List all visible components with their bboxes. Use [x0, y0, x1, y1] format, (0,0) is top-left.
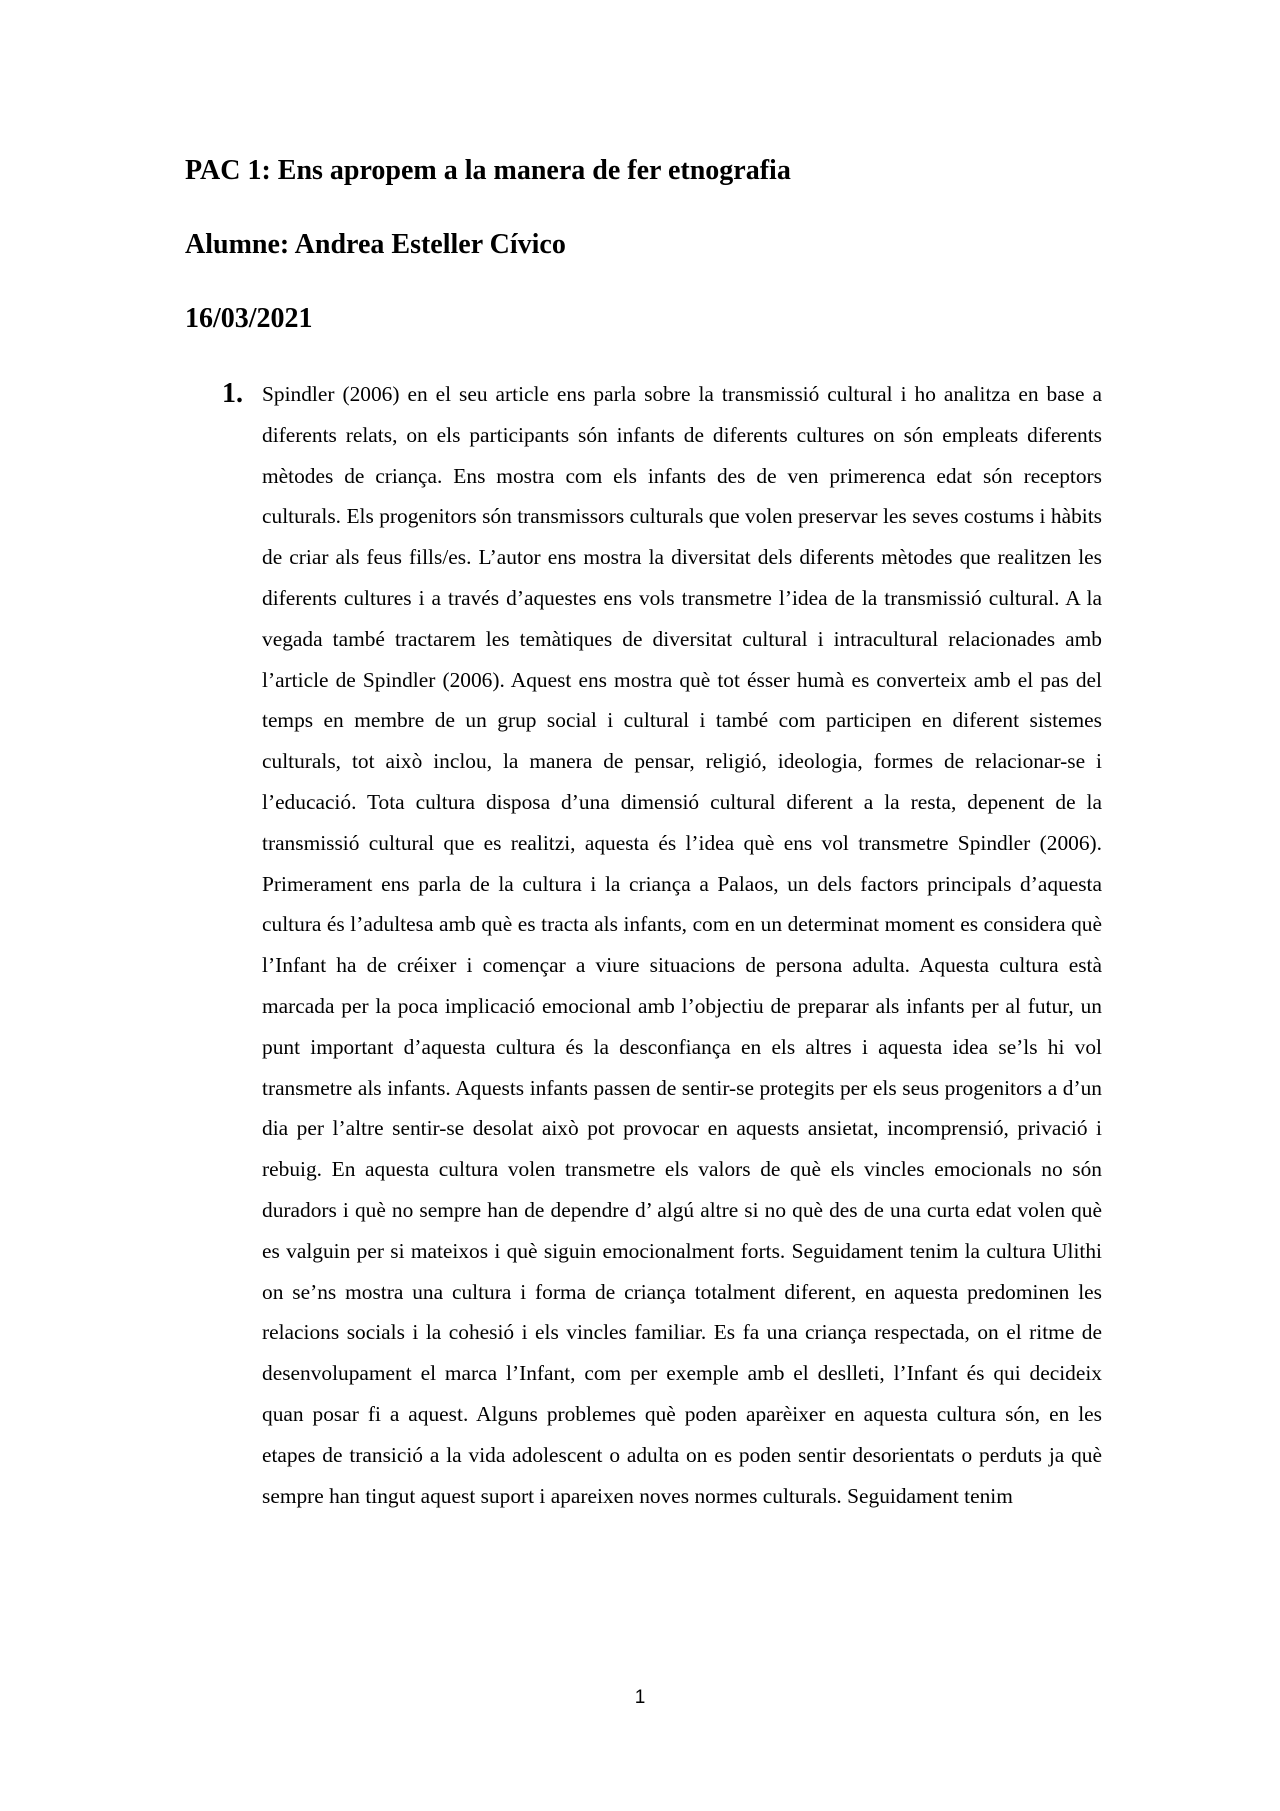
- document-date: 16/03/2021: [185, 303, 313, 334]
- list-item-number: 1.: [222, 378, 243, 409]
- body-paragraph: Spindler (2006) en el seu article ens parla sobre la transmissió cultural i ho analitza en base a diferents relats, on els participants són infants de diferents cultures on són empleats diferents mètodes de criança. Ens mostra com els infants des de ven primerenca edat són receptors culturals. Els progenitors són transmissors culturals que volen preservar les seves costums i hàbits de criar als feus fills/es. L’autor ens mostra la diversitat dels diferents mètodes que realitzen les diferents cultures i a través d’aquestes ens vols transmetre l’idea de la transmissió cultural. A la vegada també tractarem les temàtiques de diversitat cultural i intracultural relacionades amb l’article de Spindler (2006). Aquest ens mostra què tot ésser humà es converteix amb el pas del temps en membre de un grup social i cultural i també com participen en diferent sistemes culturals, tot això inclou, la manera de pensar, religió, ideologia, formes de relacionar-se i l’educació. Tota cultura disposa d’una dimensió cultural diferent a la resta, depenent de la transmissió cultural que es realitzi, aquesta és l’idea què ens vol transmetre Spindler (2006). Primerament ens parla de la cultura i la criança a Palaos, un dels factors principals d’aquesta cultura és l’adultesa amb què es tracta als infants, com en un determinat moment es considera què l’Infant ha de créixer i començar a viure situacions de persona adulta. Aquesta cultura està marcada per la poca implicació emocional amb l’objectiu de preparar als infants per al futur, un punt important d’aquesta cultura és la desconfiança en els altres i aquesta idea se’ls hi vol transmetre als infants. Aquests infants passen de sentir-se protegits per els seus progenitors a d’un dia per l’altre sentir-se desolat això pot provocar en aquests ansietat, incomprensió, privació i rebuig. En aquesta cultura volen transmetre els valors de què els vincles emocionals no són duradors i què no sempre han de dependre d’ algú altre si no què des de una curta edat volen què es valguin per si mateixos i què siguin emocionalment forts. Seguidament tenim la cultura Ulithi on se’ns mostra una cultura i forma de criança totalment diferent, en aquesta predominen les relacions socials i la cohesió i els vincles familiar. Es fa una criança respectada, on el ritme de desenvolupament el marca l’Infant, com per exemple amb el deslleti, l’Infant és qui decideix quan posar fi a aquest. Alguns problemes què poden aparèixer en aquesta cultura són, en les etapes de transició a la vida adolescent o adulta on es poden sentir desorientats o perduts ja què sempre han tingut aquest suport i apareixen noves normes culturals. Seguidament tenim: [262, 382, 1102, 1508]
- page-number: 1: [634, 1687, 646, 1708]
- document-title: PAC 1: Ens apropem a la manera de fer etnografia: [185, 155, 791, 186]
- student-name: Alumne: Andrea Esteller Cívico: [185, 229, 566, 260]
